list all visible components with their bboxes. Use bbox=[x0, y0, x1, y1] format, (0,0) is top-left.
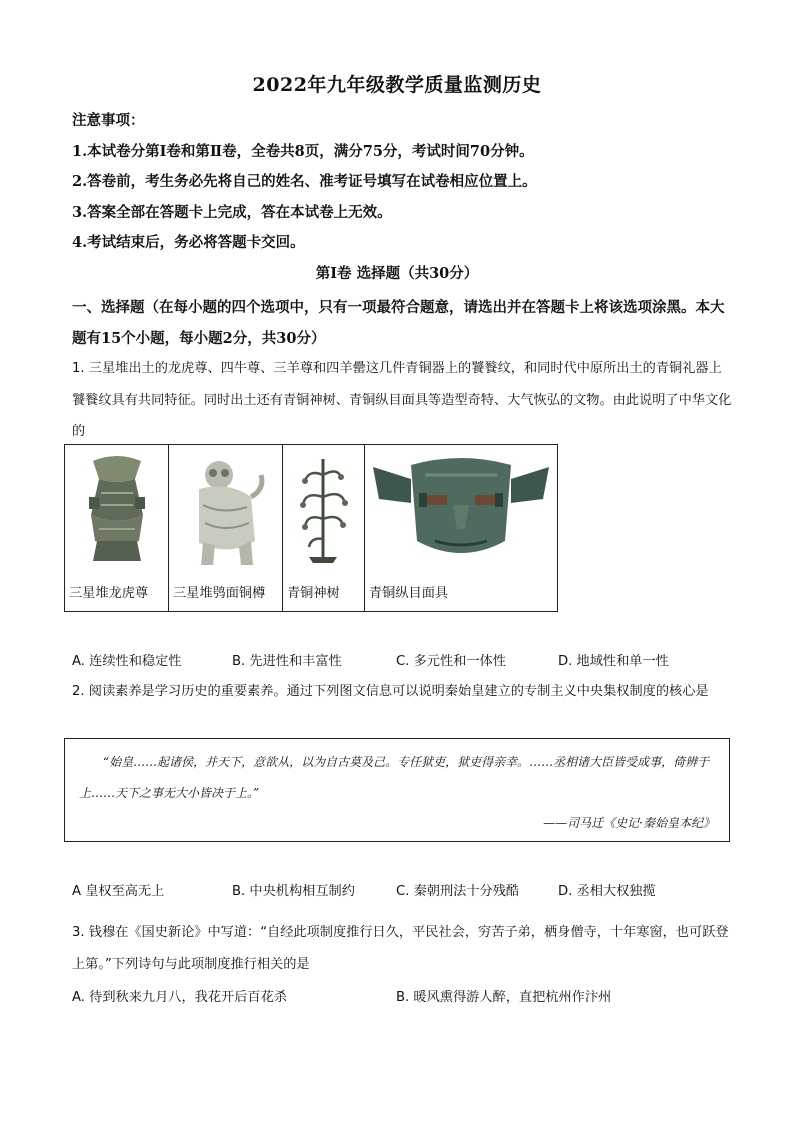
option-c[interactable]: C. 秦朝刑法十分残酷 bbox=[396, 884, 520, 899]
notes-heading: 注意事项： bbox=[72, 112, 145, 129]
part-instruction: 一、选择题（在每小题的四个选项中，只有一项最符合题意，请选出并在答题卡上将该选项涂黑。本大题有15个小题，每小题2分，共30分） bbox=[72, 299, 725, 347]
option-b[interactable]: B. 先进性和丰富性 bbox=[232, 654, 342, 669]
section-title: 第Ⅰ卷 选择题（共30分） bbox=[315, 265, 479, 282]
artifact-caption: 三星堆鸮面铜樽 bbox=[173, 586, 266, 601]
question-3-stem: 3. 钱穆在《国史新论》中写道：“自经此项制度推行日久，平民社会，穷苦子弟，栖身僧寺，十年寒窗，也可跃登上第。”下列诗句与此项制度推行相关的是 bbox=[72, 925, 729, 972]
note-item: 1.本试卷分第Ⅰ卷和第Ⅱ卷，全卷共8页，满分75分，考试时间70分钟。 bbox=[72, 142, 534, 160]
bronze-zun-icon bbox=[65, 445, 169, 575]
quote-text: “始皇……起诸侯，并天下，意欲从，以为自古莫及己。专任狱吏，狱吏得亲幸。……丞相诸大臣皆受成事，倚辨于上……天下之事无大小皆决于上。” bbox=[79, 755, 710, 800]
question-2-stem: 2. 阅读素养是学习历史的重要素养。通过下列图文信息可以说明秦始皇建立的专制主义中央集权制度的核心是 bbox=[72, 684, 709, 699]
page-title: 2022年九年级教学质量监测历史 bbox=[252, 74, 542, 96]
note-item: 2.答卷前，考生务必先将自己的姓名、准考证号填写在试卷相应位置上。 bbox=[72, 173, 537, 190]
option-c[interactable]: C. 多元性和一体性 bbox=[396, 654, 506, 669]
option-a[interactable]: A 皇权至高无上 bbox=[72, 884, 165, 899]
artifact-image-table bbox=[64, 444, 558, 612]
bronze-mask-icon bbox=[365, 445, 557, 575]
question-1-stem: 1. 三星堆出土的龙虎尊、四牛尊、三羊尊和四羊罍这几件青铜器上的饕餮纹，和同时代中原所出土的青铜礼器上饕餮纹具有共同特征。同时出土还有青铜神树、青铜纵目面具等造型奇特、大气恢弘的文物。由此说明了中华文化的 bbox=[72, 361, 732, 439]
artifact-cell bbox=[283, 445, 365, 611]
artifact-caption: 青铜神树 bbox=[287, 586, 340, 601]
quote-source: ——司马迁《史记·秦始皇本纪》 bbox=[543, 816, 715, 830]
artifact-cell bbox=[169, 445, 283, 611]
note-item: 3.答案全部在答题卡上完成，答在本试卷上无效。 bbox=[72, 203, 392, 221]
bronze-tree-icon bbox=[283, 445, 365, 575]
owl-vessel-icon bbox=[169, 445, 283, 575]
option-a[interactable]: A. 连续性和稳定性 bbox=[72, 654, 182, 669]
note-item: 4.考试结束后，务必将答题卡交回。 bbox=[72, 234, 305, 251]
option-d[interactable]: D. 丞相大权独揽 bbox=[558, 884, 656, 899]
option-b[interactable]: B. 中央机构相互制约 bbox=[232, 884, 355, 899]
artifact-cell bbox=[365, 445, 557, 611]
notes-section bbox=[72, 106, 732, 259]
option-d[interactable]: D. 地域性和单一性 bbox=[558, 654, 669, 669]
artifact-caption: 三星堆龙虎尊 bbox=[69, 586, 149, 601]
quote-box bbox=[64, 738, 730, 842]
artifact-caption: 青铜纵目面具 bbox=[369, 586, 449, 601]
option-a[interactable]: A. 待到秋来九月八，我花开后百花杀 bbox=[72, 990, 287, 1005]
artifact-cell bbox=[65, 445, 169, 611]
option-b[interactable]: B. 暖风熏得游人醉，直把杭州作汴州 bbox=[396, 990, 612, 1005]
